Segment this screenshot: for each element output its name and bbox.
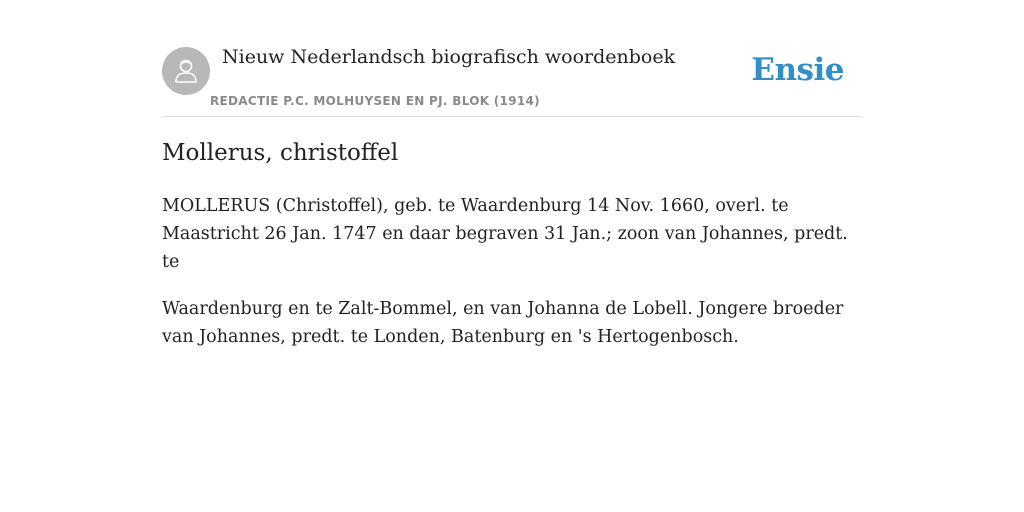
entry-paragraph: Waardenburg en te Zalt-Bommel, en van Johanna de Lobell. Jongere broeder van Johannes, predt. te Londen, Batenburg en 's Hertogenbosch. [162,299,844,347]
ensie-logo[interactable]: Ensie [751,52,844,88]
source-avatar[interactable] [162,47,210,95]
source-editors: REDACTIE P.C. MOLHUYSEN EN PJ. BLOK (1914) [210,94,540,108]
entry-title: Mollerus, christoffel [162,140,399,166]
source-header [162,46,862,117]
source-title[interactable]: Nieuw Nederlandsch biografisch woordenboek [222,46,676,68]
user-outline-icon [171,56,201,86]
entry-paragraph: MOLLERUS (Christoffel), geb. te Waardenburg 14 Nov. 1660, overl. te Maastricht 26 Jan. 1747 en daar begraven 31 Jan.; zoon van Johannes, predt. te [162,196,848,272]
entry-body [162,192,852,370]
